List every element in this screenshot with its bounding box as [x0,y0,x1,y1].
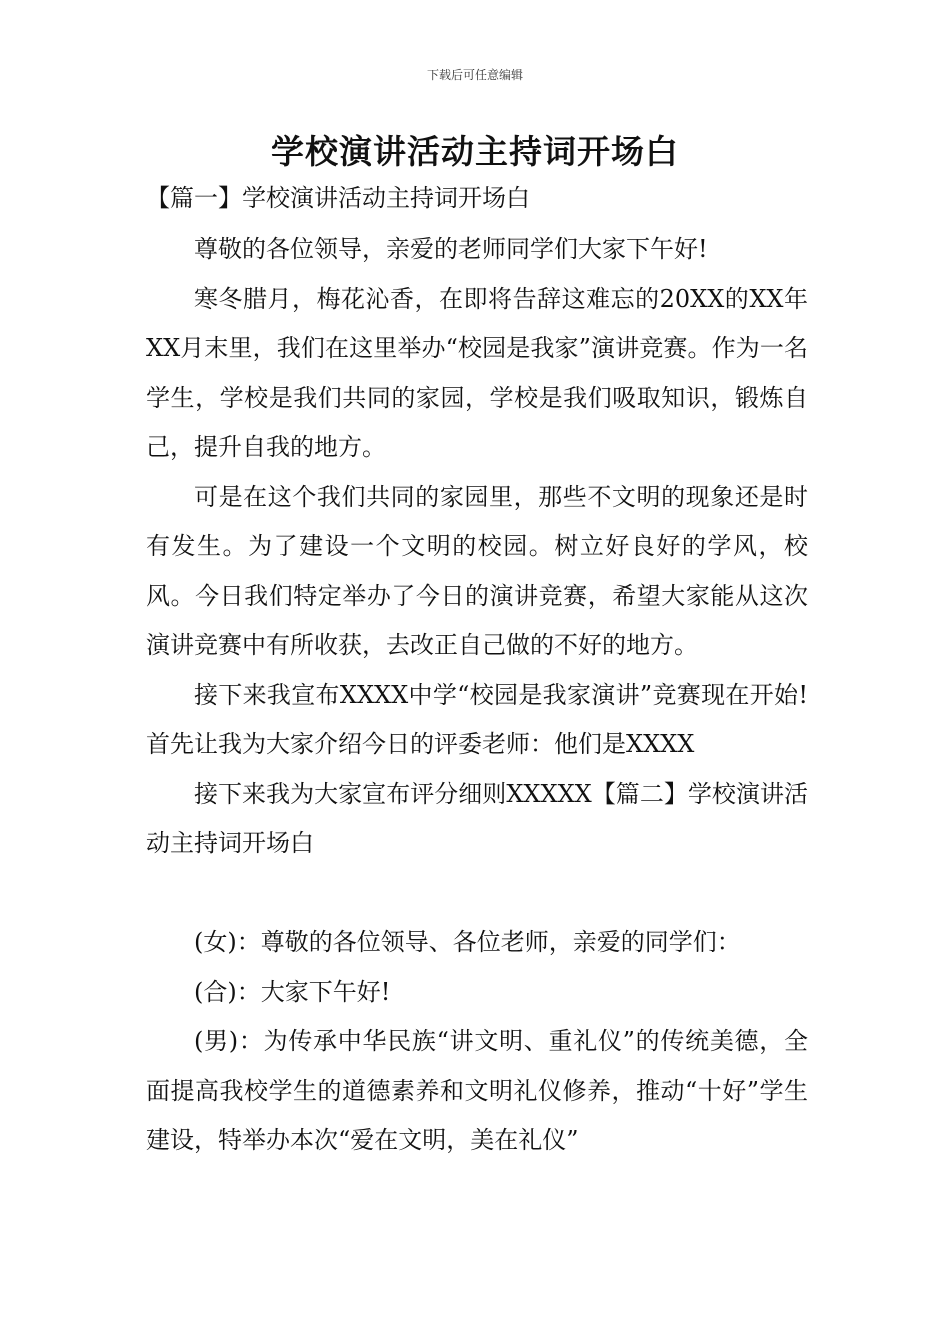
dialogue-line: (男)：为传承中华民族“讲文明、重礼仪”的传统美德，全面提高我校学生的道德素养和文明礼仪修养，推动“十好”学生建设，特举办本次“爱在文明，美在礼仪” [146,1027,808,1154]
document-body [146,225,808,1166]
section-heading: 【篇一】学校演讲活动主持词开场白 [146,184,530,212]
paragraph: 可是在这个我们共同的家园里，那些不文明的现象还是时有发生。为了建设一个文明的校园。树立好良好的学风，校风。今日我们特定举办了今日的演讲竞赛，希望大家能从这次演讲竞赛中有所收获，去改正自己做的不好的地方。 [146,482,808,659]
paragraph: 寒冬腊月，梅花沁香，在即将告辞这难忘的20XX的XX年XX月末里，我们在这里举办“校园是我家”演讲竞赛。作为一名学生，学校是我们共同的家园，学校是我们吸取知识，锻炼自己，提升自我的地方。 [146,284,808,461]
page-title: 学校演讲活动主持词开场白 [271,132,679,171]
dialogue-line: (合)：大家下午好! [194,977,391,1006]
paragraph: 接下来我宣布XXXX中学“校园是我家演讲”竞赛现在开始!首先让我为大家介绍今日的评委老师：他们是XXXX [146,680,808,758]
blank-line [146,869,808,919]
header-note: 下载后可任意编辑 [426,68,523,82]
paragraph: 尊敬的各位领导，亲爱的老师同学们大家下午好! [194,235,708,263]
dialogue-line: (女)：尊敬的各位领导、各位老师，亲爱的同学们： [194,928,741,956]
paragraph: 接下来我为大家宣布评分细则XXXXX【篇二】学校演讲活动主持词开场白 [146,779,808,857]
